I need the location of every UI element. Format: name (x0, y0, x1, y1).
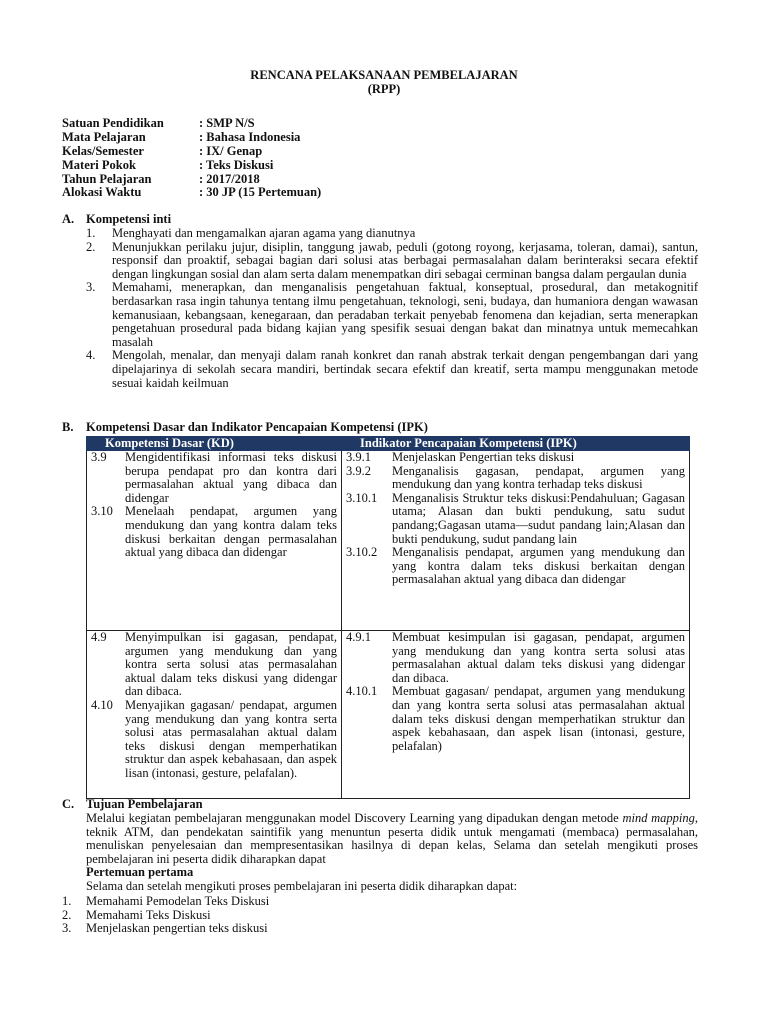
item-number: 1. (62, 894, 72, 908)
ipk-entry (346, 546, 685, 587)
ipk-code: 3.9.2 (346, 463, 371, 478)
ipk-code: 4.9.1 (346, 630, 371, 644)
ipk-text: Menganalisis Struktur teks diskusi:Pendahuluan; Gagasan utama; Alasan dan bukti pendukung, satu sudut pandang;Gagasan utama—sudut pandang lain;Alasan dan bukti pendukung, sudut pandang lain (392, 490, 685, 546)
kd-entry (91, 451, 337, 505)
core-competency-list (86, 227, 698, 390)
kd-entry (91, 631, 337, 699)
kd-code: 3.9 (91, 450, 107, 464)
item-number: 1. (86, 226, 96, 240)
meta-value: : IX/ Genap (199, 143, 263, 158)
ipk-text: Membuat gagasan/ pendapat, argumen yang mendukung dan yang kontra serta solusi atas permasalahan aktual dalam teks diskusi dengan memperhatikan struktur dan aspek kebahasaan, dan aspek lisan (intonasi, gesture, pelafalan) (392, 684, 685, 753)
meta-row (62, 173, 321, 187)
goal-list (62, 895, 698, 936)
kd-cell (87, 631, 342, 799)
list-item (86, 227, 698, 241)
ipk-text: Membuat kesimpulan isi gagasan, pendapat, argumen yang mendukung dan yang kontra serta solusi atas permasalahan aktual dalam teks diskusi yang didengar dan dibaca. (392, 630, 685, 685)
table-row (87, 451, 690, 631)
item-number: 2. (62, 907, 72, 922)
meta-label: Alokasi Waktu (62, 185, 142, 200)
ipk-text: Menganalisis pendapat, argumen yang mendukung dan yang kontra dalam teks diskusi berkaitan dengan permasalahan aktual yang dibaca dan didengar (392, 545, 685, 587)
intro-emphasis: mind mapping (622, 811, 695, 825)
meta-value: : Bahasa Indonesia (199, 129, 301, 144)
section-title: Tujuan Pembelajaran (86, 797, 203, 811)
table-header-row (87, 437, 690, 451)
kd-text: Mengidentifikasi informasi teks diskusi berupa pendapat pro dan kontra dari permasalahan aktual yang dibaca dan didengar (125, 450, 337, 505)
section-c-heading (62, 798, 203, 812)
list-item (86, 241, 698, 282)
kd-code: 4.9 (91, 630, 107, 644)
kd-entry (91, 699, 337, 781)
objectives-intro (86, 812, 698, 866)
item-number: 3. (86, 280, 96, 295)
meta-value: : SMP N/S (199, 116, 255, 130)
meeting-title: Pertemuan pertama (86, 865, 194, 880)
ipk-code: 4.10.1 (346, 684, 378, 699)
meeting-intro: Selama dan setelah mengikuti proses pembelajaran ini peserta didik diharapkan dapat: (86, 878, 518, 893)
ipk-entry (346, 465, 685, 492)
item-text: Memahami, menerapkan, dan menganalisis pengetahuan faktual, konseptual, prosedural, dan metakognitif berdasarkan rasa ingin tahunya tentang ilmu pengetahuan, teknologi, seni, budaya, dan humaniora dengan wawasan kemanusiaan, kebangsaan, kenegaraan, dan peradaban terkait penyebab fenomena dan kejadian, serta menerapkan pengetahuan prosedural pada bidang kajian yang spesifik sesuai dengan bakat dan minatnya untuk memecahkan masalah (112, 280, 698, 349)
meta-label: Materi Pokok (62, 157, 136, 172)
kd-entry (91, 505, 337, 559)
intro-text: Melalui kegiatan pembelajaran menggunakan model Discovery Learning yang dipadukan dengan metode (86, 811, 619, 825)
section-letter: B. (62, 420, 74, 434)
item-text: Memahami Teks Diskusi (86, 907, 211, 922)
ipk-entry (346, 492, 685, 546)
section-title: Kompetensi Dasar dan Indikator Pencapaian Kompetensi (IPK) (86, 420, 428, 434)
item-text: Memahami Pemodelan Teks Diskusi (86, 894, 270, 908)
competency-table (86, 436, 690, 799)
item-number: 2. (86, 239, 96, 254)
list-item (62, 922, 698, 936)
ipk-code: 3.9.1 (346, 450, 371, 464)
section-title: Kompetensi inti (86, 212, 172, 226)
section-a-heading (62, 213, 171, 227)
item-number: 4. (86, 348, 96, 363)
meta-value: : Teks Diskusi (199, 157, 274, 172)
meta-row (62, 117, 321, 131)
meta-row (62, 131, 321, 145)
item-number: 3. (62, 921, 72, 936)
list-item (86, 281, 698, 349)
column-header-ipk: Indikator Pencapaian Kompetensi (IPK) (342, 437, 690, 451)
column-header-kd: Kompetensi Dasar (KD) (87, 437, 342, 451)
kd-text: Menyajikan gagasan/ pendapat, argumen yang mendukung dan yang kontra serta solusi atas permasalahan aktual dalam teks diskusi dengan memperhatikan struktur dan aspek kebahasaan, dan aspek lisan (intonasi, gesture, pelafalan). (125, 697, 337, 780)
kd-code: 4.10 (91, 697, 113, 712)
meta-label: Kelas/Semester (62, 143, 144, 158)
learning-objectives (86, 812, 698, 894)
item-text: Menjelaskan pengertian teks diskusi (86, 921, 268, 936)
section-b-heading (62, 421, 428, 435)
section-letter: C. (62, 797, 75, 811)
section-letter: A. (62, 212, 75, 226)
ipk-text: Menganalisis gagasan, pendapat, argumen yang mendukung dan yang kontra terhadap teks diskusi (392, 463, 685, 492)
list-item (62, 909, 698, 923)
kd-text: Menyimpulkan isi gagasan, pendapat, argumen yang mendukung dan yang kontra serta solusi atas permasalahan aktual dalam teks diskusi yang didengar dan dibaca. (125, 630, 337, 699)
meta-row (62, 145, 321, 159)
meta-value: : 30 JP (15 Pertemuan) (199, 185, 322, 200)
document-title: RENCANA PELAKSANAAN PEMBELAJARAN (250, 68, 518, 82)
list-item (86, 349, 698, 390)
meta-row (62, 159, 321, 173)
ipk-entry (346, 631, 685, 685)
kd-code: 3.10 (91, 504, 113, 519)
list-item (62, 895, 698, 909)
item-text: Menunjukkan perilaku jujur, disiplin, tanggung jawab, peduli (gotong royong, kerjasama, toleran, damai), santun, responsif dan proaktif, sebagai bagian dari solusi atas berbagai permasalahan dalam berinteraksi secara efektif dengan lingkungan sosial dan alam serta dalam menempatkan diri sebagai cerminan bangsa dalam pergaulan dunia (112, 239, 698, 281)
meta-label: Tahun Pelajaran (62, 171, 152, 186)
ipk-cell (342, 631, 690, 799)
ipk-cell (342, 451, 690, 631)
ipk-entry (346, 451, 685, 465)
kd-text: Menelaah pendapat, argumen yang mendukung dan yang kontra dalam teks diskusi berkaitan dengan permasalahan aktual yang dibaca dan didengar (125, 504, 337, 560)
table-row (87, 631, 690, 799)
identity-block (62, 117, 321, 200)
meta-label: Satuan Pendidikan (62, 116, 164, 130)
ipk-entry (346, 685, 685, 753)
meta-label: Mata Pelajaran (62, 129, 146, 144)
ipk-text: Menjelaskan Pengertian teks diskusi (392, 450, 575, 464)
kd-cell (87, 451, 342, 631)
meta-value: : 2017/2018 (199, 171, 260, 186)
document-subtitle: (RPP) (367, 82, 401, 96)
item-text: Mengolah, menalar, dan menyaji dalam ranah konkret dan ranah abstrak terkait dengan pengembangan dari yang dipelajarinya di sekolah secara mandiri, bertindak secara efektif dan kreatif, serta mampu menggunakan metode sesuai kaidah keilmuan (112, 348, 698, 390)
meta-row (62, 186, 321, 200)
intro-text-cont: , teknik ATM, dan pendekatan saintifik yang menuntun peserta didik untuk mengamati (membaca) permasalahan, menuliskan penyelesaian dan mempresentasikan hasilnya di depan kelas, Selama dan setelah mengikuti proses pembelajaran ini peserta didik diharapkan dapat (86, 811, 699, 866)
ipk-code: 3.10.2 (346, 545, 378, 560)
item-text: Menghayati dan mengamalkan ajaran agama yang dianutnya (112, 226, 416, 240)
ipk-code: 3.10.1 (346, 490, 378, 505)
